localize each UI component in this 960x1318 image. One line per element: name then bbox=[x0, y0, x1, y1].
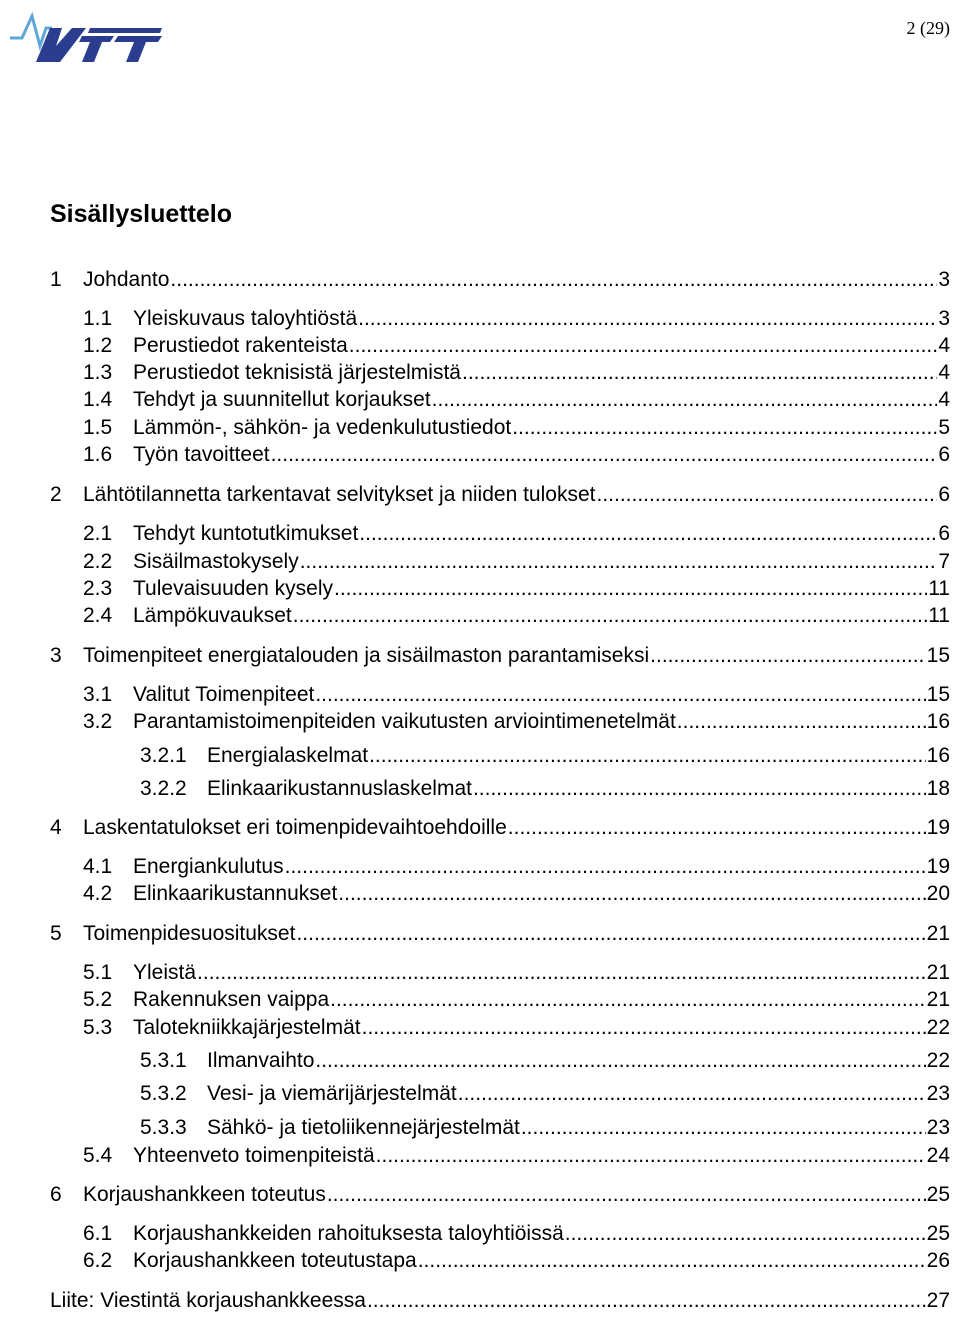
toc-entry-title: Korjaushankkeen toteutus bbox=[83, 1183, 326, 1206]
toc-entry-title: Ilmanvaihto bbox=[207, 1049, 315, 1072]
toc-entry-number: 5.4 bbox=[83, 1144, 113, 1167]
toc-dot-leader bbox=[285, 855, 926, 879]
toc-entry-number: 5.3 bbox=[83, 1016, 113, 1039]
vtt-logo bbox=[6, 6, 162, 64]
toc-dot-leader bbox=[650, 644, 925, 668]
toc-entry-page: 19 bbox=[926, 816, 950, 839]
toc-entry-page: 6 bbox=[938, 443, 950, 466]
toc-entry-number: 4.1 bbox=[83, 855, 113, 878]
toc-entry-title: Laskentatulokset eri toimenpidevaihtoehdoille bbox=[83, 816, 507, 839]
toc-entry-title: Lämmön-, sähkön- ja vedenkulutustiedot bbox=[133, 416, 512, 439]
toc-entry[interactable] bbox=[83, 604, 950, 628]
toc-entry[interactable] bbox=[83, 1144, 950, 1168]
toc-entry[interactable] bbox=[50, 1289, 950, 1313]
toc-entry[interactable] bbox=[50, 816, 950, 840]
toc-entry-title: Rakennuksen vaippa bbox=[133, 988, 330, 1011]
toc-entry-page: 20 bbox=[926, 882, 950, 905]
toc-entry-number: 5.3.1 bbox=[140, 1049, 187, 1072]
toc-entry-title: Tehdyt kuntotutkimukset bbox=[133, 522, 359, 545]
toc-dot-leader bbox=[170, 268, 937, 292]
toc-entry-title: Sisäilmastokysely bbox=[133, 550, 299, 573]
toc-entry-number: 1.1 bbox=[83, 307, 113, 330]
toc-entry[interactable] bbox=[83, 882, 950, 906]
toc-entry-page: 23 bbox=[926, 1082, 950, 1105]
toc-entry[interactable] bbox=[83, 334, 950, 358]
toc-entry[interactable] bbox=[140, 1049, 950, 1073]
toc-entry-title: Työn tavoitteet bbox=[133, 443, 270, 466]
toc-dot-leader bbox=[565, 1222, 926, 1246]
toc-entry[interactable] bbox=[83, 855, 950, 879]
toc-entry-number: 2.4 bbox=[83, 604, 113, 627]
toc-entry-title: Talotekniikkajärjestelmät bbox=[133, 1016, 361, 1039]
toc-entry-page: 11 bbox=[928, 577, 950, 600]
toc-dot-leader bbox=[300, 550, 938, 574]
toc-entry-page: 7 bbox=[938, 550, 950, 573]
toc-dot-leader bbox=[367, 1289, 926, 1313]
toc-entry[interactable] bbox=[50, 922, 950, 946]
toc-entry-title: Elinkaarikustannukset bbox=[133, 882, 338, 905]
toc-entry-page: 4 bbox=[938, 361, 950, 384]
toc-entry-title: Korjaushankkeiden rahoituksesta taloyhtiöissä bbox=[133, 1222, 564, 1245]
toc-dot-leader bbox=[359, 522, 937, 546]
toc-entry-page: 3 bbox=[938, 307, 950, 330]
toc-entry-page: 22 bbox=[926, 1016, 950, 1039]
toc-entry[interactable] bbox=[83, 710, 950, 734]
toc-entry-number: 4.2 bbox=[83, 882, 113, 905]
toc-entry[interactable] bbox=[83, 550, 950, 574]
page-title: Sisällysluettelo bbox=[50, 200, 233, 228]
toc-entry-page: 3 bbox=[938, 268, 950, 291]
page-number: 2 (29) bbox=[906, 18, 950, 38]
toc-dot-leader bbox=[521, 1116, 926, 1140]
toc-entry-number: 2 bbox=[50, 483, 62, 506]
toc-entry[interactable] bbox=[83, 961, 950, 985]
toc-entry-number: 3.2.2 bbox=[140, 777, 187, 800]
toc-entry-number: 4 bbox=[50, 816, 62, 839]
toc-dot-leader bbox=[197, 961, 926, 985]
toc-entry-title: Sähkö- ja tietoliikennejärjestelmät bbox=[207, 1116, 520, 1139]
toc-entry-page: 5 bbox=[938, 416, 950, 439]
toc-entry-title: Lämpökuvaukset bbox=[133, 604, 292, 627]
toc-entry[interactable] bbox=[50, 644, 950, 668]
toc-entry-number: 1.2 bbox=[83, 334, 113, 357]
toc-entry-page: 18 bbox=[926, 777, 950, 800]
toc-entry[interactable] bbox=[83, 443, 950, 467]
toc-entry-number: 2.2 bbox=[83, 550, 113, 573]
toc-entry-page: 15 bbox=[926, 644, 950, 667]
toc-entry-page: 25 bbox=[926, 1222, 950, 1245]
toc-entry-number: 6.2 bbox=[83, 1249, 113, 1272]
toc-entry-title: Toimenpidesuositukset bbox=[83, 922, 296, 945]
toc-entry-number: 1.5 bbox=[83, 416, 113, 439]
toc-entry-title: Korjaushankkeen toteutustapa bbox=[133, 1249, 417, 1272]
toc-entry-number: 1 bbox=[50, 268, 62, 291]
toc-dot-leader bbox=[473, 777, 926, 801]
toc-entry-title: Lähtötilannetta tarkentavat selvitykset ja niiden tulokset bbox=[83, 483, 596, 506]
toc-dot-leader bbox=[508, 816, 926, 840]
toc-entry-page: 27 bbox=[926, 1289, 950, 1312]
toc-entry-number: 2.3 bbox=[83, 577, 113, 600]
toc-entry-number: 5.3.2 bbox=[140, 1082, 187, 1105]
toc-entry-page: 6 bbox=[938, 483, 950, 506]
toc-entry[interactable] bbox=[140, 777, 950, 801]
toc-entry-title: Toimenpiteet energiatalouden ja sisäilmaston parantamiseksi bbox=[83, 644, 650, 667]
toc-entry-title: Parantamistoimenpiteiden vaikutusten arviointimenetelmät bbox=[133, 710, 676, 733]
toc-dot-leader bbox=[432, 388, 938, 412]
toc-dot-leader bbox=[349, 334, 938, 358]
toc-entry-title: Energiankulutus bbox=[133, 855, 284, 878]
toc-entry-number: 5.3.3 bbox=[140, 1116, 187, 1139]
toc-entry-page: 4 bbox=[938, 388, 950, 411]
toc-entry-page: 26 bbox=[926, 1249, 950, 1272]
toc-entry-title: Perustiedot teknisistä järjestelmistä bbox=[133, 361, 461, 384]
toc-entry-page: 19 bbox=[926, 855, 950, 878]
toc-entry-title: Yhteenveto toimenpiteistä bbox=[133, 1144, 375, 1167]
toc-dot-leader bbox=[271, 443, 938, 467]
toc-entry-number: 5.1 bbox=[83, 961, 113, 984]
toc-entry-number: 5.2 bbox=[83, 988, 113, 1011]
toc-dot-leader bbox=[315, 683, 925, 707]
toc-entry[interactable] bbox=[83, 683, 950, 707]
toc-dot-leader bbox=[330, 988, 926, 1012]
toc-entry-number: 6.1 bbox=[83, 1222, 113, 1245]
toc-entry-page: 25 bbox=[926, 1183, 950, 1206]
toc-entry-page: 23 bbox=[926, 1116, 950, 1139]
toc-entry-title: Yleiskuvaus taloyhtiöstä bbox=[133, 307, 358, 330]
toc-entry-number: 1.6 bbox=[83, 443, 113, 466]
toc-entry[interactable] bbox=[83, 1222, 950, 1246]
toc-entry[interactable] bbox=[50, 1183, 950, 1207]
toc-entry[interactable] bbox=[140, 744, 950, 768]
toc-entry-page: 21 bbox=[926, 922, 950, 945]
toc-entry-title: Energialaskelmat bbox=[207, 744, 369, 767]
toc-entry-number: 5 bbox=[50, 922, 62, 945]
toc-entry-page: 24 bbox=[926, 1144, 950, 1167]
toc-dot-leader bbox=[338, 882, 925, 906]
toc-dot-leader bbox=[296, 922, 925, 946]
toc-entry[interactable] bbox=[83, 388, 950, 412]
toc-dot-leader bbox=[327, 1183, 926, 1207]
toc-entry[interactable] bbox=[83, 307, 950, 331]
toc-entry[interactable] bbox=[83, 1249, 950, 1273]
toc-entry-title: Tulevaisuuden kysely bbox=[133, 577, 333, 600]
toc-entry-number: 3 bbox=[50, 644, 62, 667]
toc-entry-page: 11 bbox=[928, 604, 950, 627]
toc-entry-page: 4 bbox=[938, 334, 950, 357]
toc-dot-leader bbox=[362, 1016, 926, 1040]
toc-entry-title: Tehdyt ja suunnitellut korjaukset bbox=[133, 388, 431, 411]
toc-entry-title: Liite: Viestintä korjaushankkeessa bbox=[50, 1289, 366, 1312]
toc-dot-leader bbox=[376, 1144, 926, 1168]
toc-entry-number: 1.4 bbox=[83, 388, 113, 411]
toc-dot-leader bbox=[358, 307, 937, 331]
toc-entry[interactable] bbox=[140, 1082, 950, 1106]
toc-entry-title: Perustiedot rakenteista bbox=[133, 334, 348, 357]
toc-dot-leader bbox=[418, 1249, 926, 1273]
toc-dot-leader bbox=[369, 744, 926, 768]
toc-entry-number: 6 bbox=[50, 1183, 62, 1206]
toc-entry[interactable] bbox=[140, 1116, 950, 1140]
toc-dot-leader bbox=[677, 710, 926, 734]
toc-entry-title: Vesi- ja viemärijärjestelmät bbox=[207, 1082, 457, 1105]
toc-dot-leader bbox=[315, 1049, 925, 1073]
toc-dot-leader bbox=[462, 361, 937, 385]
toc-entry-number: 2.1 bbox=[83, 522, 113, 545]
toc-entry-number: 3.1 bbox=[83, 683, 113, 706]
toc-entry-number: 1.3 bbox=[83, 361, 113, 384]
toc-entry[interactable] bbox=[83, 577, 950, 601]
toc-dot-leader bbox=[512, 416, 937, 440]
toc-entry-title: Yleistä bbox=[133, 961, 197, 984]
toc-entry[interactable] bbox=[83, 361, 950, 385]
toc-entry-title: Elinkaarikustannuslaskelmat bbox=[207, 777, 472, 800]
toc-entry-page: 15 bbox=[926, 683, 950, 706]
toc-entry-number: 3.2 bbox=[83, 710, 113, 733]
toc-dot-leader bbox=[334, 577, 927, 601]
toc-dot-leader bbox=[458, 1082, 926, 1106]
toc-entry-page: 22 bbox=[926, 1049, 950, 1072]
toc-entry-number: 3.2.1 bbox=[140, 744, 187, 767]
toc-entry[interactable] bbox=[83, 522, 950, 546]
toc-entry[interactable] bbox=[83, 416, 950, 440]
toc-entry[interactable] bbox=[83, 988, 950, 1012]
toc-entry-page: 21 bbox=[926, 961, 950, 984]
toc-dot-leader bbox=[293, 604, 927, 628]
toc-entry-title: Johdanto bbox=[83, 268, 170, 291]
toc-entry-page: 16 bbox=[926, 744, 950, 767]
toc-entry[interactable] bbox=[50, 483, 950, 507]
toc-entry-page: 6 bbox=[938, 522, 950, 545]
toc-entry-title: Valitut Toimenpiteet bbox=[133, 683, 315, 706]
toc-entry[interactable] bbox=[50, 268, 950, 292]
toc-entry-page: 16 bbox=[926, 710, 950, 733]
toc-dot-leader bbox=[596, 483, 937, 507]
toc-entry[interactable] bbox=[83, 1016, 950, 1040]
toc-entry-page: 21 bbox=[926, 988, 950, 1011]
